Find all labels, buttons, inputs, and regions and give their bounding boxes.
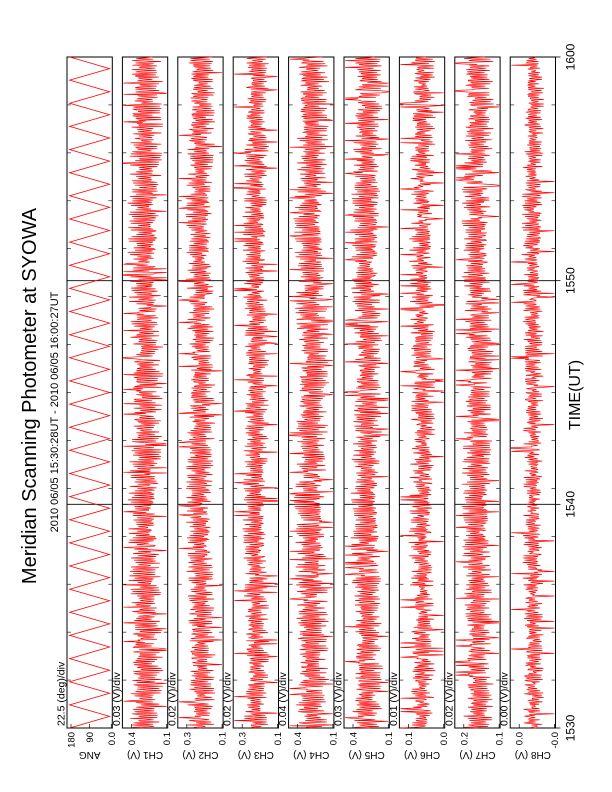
x-tick-label: 1540	[563, 490, 578, 518]
x-tick-label: 1550	[563, 267, 578, 295]
series-line	[401, 57, 444, 728]
y-tick-label: 0.4	[293, 732, 305, 746]
channel-label: CH8 (V)	[514, 749, 551, 760]
panel-scale-label: 0.04 (V)/div	[277, 672, 290, 726]
x-tick-label: 1530	[563, 714, 578, 742]
y-tick-label: 0.0	[514, 732, 526, 746]
series-line	[511, 57, 554, 728]
y-tick-label: -0.0	[550, 732, 561, 749]
channel-label: CH6 (V)	[403, 749, 441, 760]
y-tick-label: 0.2	[459, 732, 471, 746]
y-tick-label: 0.1	[383, 732, 395, 746]
y-tick-label: 0.1	[494, 732, 506, 746]
panel-scale-label: 0.03 (V)/div	[110, 672, 123, 726]
panel-scale-label: 0.01 (V)/div	[387, 672, 400, 726]
panel-9	[499, 57, 561, 760]
y-tick-label: 0.4	[348, 732, 360, 746]
channel-label: ANG	[78, 749, 101, 760]
series-line	[290, 57, 333, 728]
panel-scale-label: 0.02 (V)/div	[166, 672, 179, 726]
channel-label: CH5 (V)	[348, 749, 385, 760]
panel-1	[56, 57, 118, 760]
chart-title: Meridian Scanning Photometer at SYOWA	[19, 207, 41, 585]
y-tick-label: 0.1	[273, 732, 284, 746]
series-line	[70, 57, 110, 728]
x-tick-label: 1600	[563, 43, 578, 71]
y-tick-label: 0.1	[162, 732, 174, 746]
panel-6	[333, 57, 395, 760]
panel-scale-label: 0.02 (V)/div	[221, 672, 234, 726]
channel-label: CH4 (V)	[293, 749, 330, 760]
chart-subtitle: 2010 06/05 15:30:28UT - 2010 06/05 16:00:27UT	[49, 291, 61, 533]
series-line	[345, 57, 388, 728]
y-tick-label: 0.0	[439, 732, 451, 746]
y-tick-label: 0.1	[217, 732, 229, 746]
panel-scale-label: 0.00 (V)/div	[498, 672, 511, 726]
channel-label: CH2 (V)	[182, 749, 219, 760]
panel-scale-label: 22.5 (deg)/div	[55, 661, 68, 726]
series-line	[234, 57, 277, 728]
series-line	[179, 57, 222, 728]
y-tick-label: 0.3	[237, 732, 249, 746]
x-axis-title: TIME(UT)	[567, 359, 584, 431]
series-line	[124, 57, 167, 728]
channel-label: CH1 (V)	[126, 749, 164, 760]
channel-label: CH3 (V)	[237, 749, 274, 760]
panel-7	[388, 57, 450, 760]
y-tick-label: 0.1	[403, 732, 415, 746]
y-tick-label: 0.4	[126, 732, 138, 746]
y-tick-label: 0.3	[182, 732, 194, 746]
panel-scale-label: 0.02 (V)/div	[443, 672, 456, 726]
panel-2	[111, 57, 173, 760]
panel-5	[277, 57, 339, 760]
panel-scale-label: 0.03 (V)/div	[332, 672, 345, 726]
y-tick-label: 0.0	[106, 732, 118, 746]
panel-3	[166, 57, 228, 760]
panel-4	[222, 57, 284, 760]
channel-label: CH7 (V)	[459, 749, 496, 760]
y-tick-label: 0.1	[328, 732, 340, 746]
y-tick-label: 90	[85, 732, 97, 743]
series-line	[456, 57, 499, 728]
panel-frame	[67, 57, 112, 728]
y-tick-label: 180	[66, 732, 78, 748]
panel-8	[443, 57, 505, 760]
